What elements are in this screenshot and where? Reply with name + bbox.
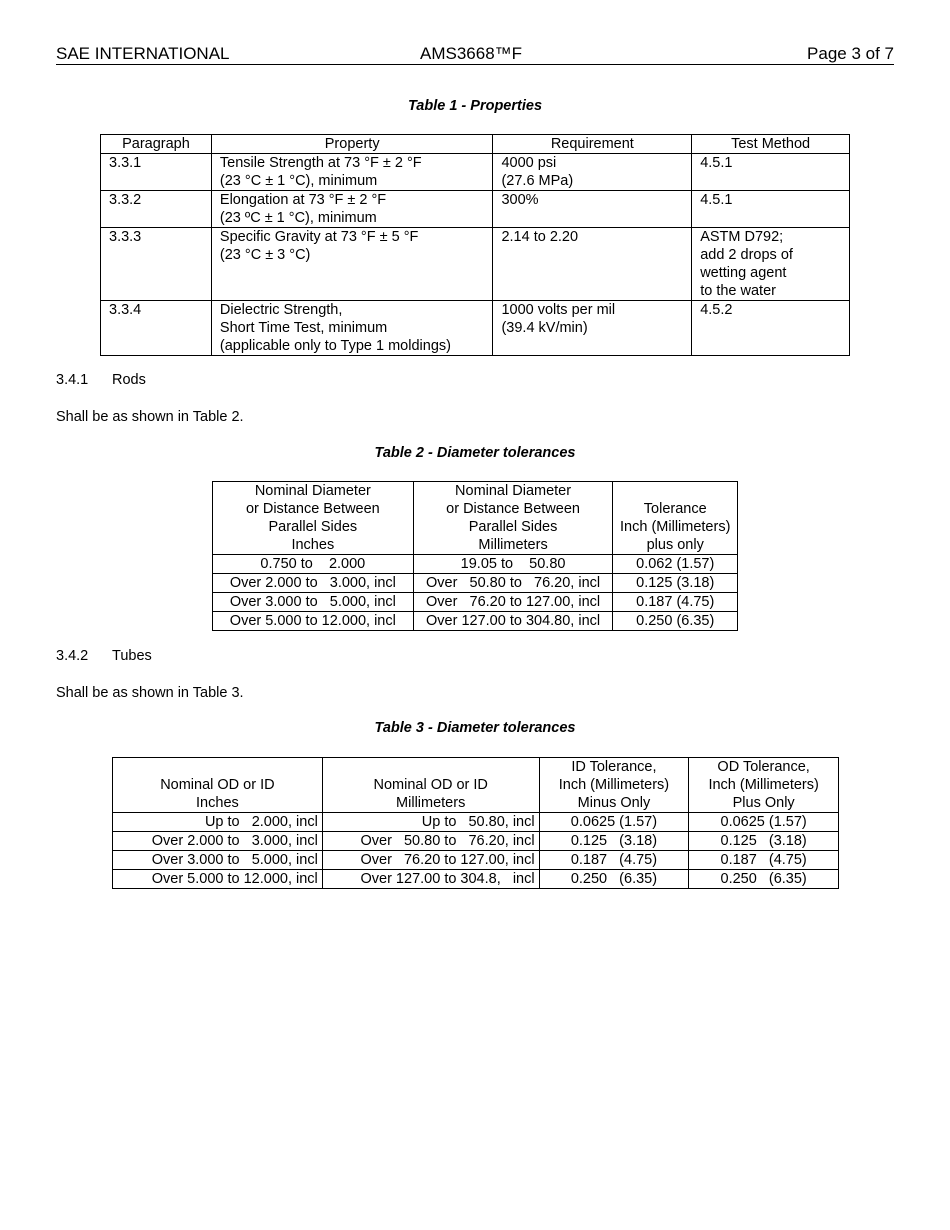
table-header-row: [101, 135, 850, 154]
table2-caption: Table 2 - Diameter tolerances: [374, 445, 576, 461]
cell-inches: Over 2.000 to 3.000, incl: [213, 574, 414, 593]
cell-property: Specific Gravity at 73 °F ± 5 °F (23 °C ± 3 °C): [211, 228, 493, 301]
cell-millimeters: Over 50.80 to 76.20, incl: [413, 574, 613, 593]
cell-test-method: ASTM D792; add 2 drops of wetting agent to the water: [692, 228, 850, 301]
table-row: [101, 301, 850, 356]
table-header-row: [213, 482, 738, 555]
col-header: Nominal OD or ID Millimeters: [322, 758, 539, 813]
table-row: [101, 228, 850, 301]
cell-paragraph: 3.3.4: [101, 301, 212, 356]
col-header: Paragraph: [101, 135, 212, 154]
section-text-tubes: Shall be as shown in Table 3.: [56, 685, 244, 701]
cell-millimeters: Over 127.00 to 304.80, incl: [413, 612, 613, 631]
col-header: Nominal Diameter or Distance Between Parallel Sides Millimeters: [413, 482, 613, 555]
cell-paragraph: 3.3.1: [101, 154, 212, 191]
header-page-number: Page 3 of 7: [807, 44, 894, 63]
cell-millimeters: Over 76.20 to 127.00, incl: [322, 851, 539, 870]
table-row: [213, 593, 738, 612]
section-number: 3.4.2: [56, 648, 89, 664]
cell-id-tolerance: 0.0625 (1.57): [539, 813, 689, 832]
cell-paragraph: 3.3.2: [101, 191, 212, 228]
cell-od-tolerance: 0.187 (4.75): [689, 851, 839, 870]
cell-id-tolerance: 0.187 (4.75): [539, 851, 689, 870]
table-header-row: [113, 758, 839, 813]
cell-inches: Over 2.000 to 3.000, incl: [113, 832, 323, 851]
cell-inches: Over 5.000 to 12.000, incl: [213, 612, 414, 631]
table3-caption: Table 3 - Diameter tolerances: [374, 720, 576, 736]
col-header: Nominal Diameter or Distance Between Parallel Sides Inches: [213, 482, 414, 555]
cell-od-tolerance: 0.125 (3.18): [689, 832, 839, 851]
cell-millimeters: Up to 50.80, incl: [322, 813, 539, 832]
cell-od-tolerance: 0.0625 (1.57): [689, 813, 839, 832]
cell-requirement: 300%: [493, 191, 692, 228]
cell-requirement: 1000 volts per mil (39.4 kV/min): [493, 301, 692, 356]
section-text-rods: Shall be as shown in Table 2.: [56, 409, 244, 425]
col-header: Test Method: [692, 135, 850, 154]
cell-paragraph: 3.3.3: [101, 228, 212, 301]
cell-inches: Over 5.000 to 12.000, incl: [113, 870, 323, 889]
page-header: [56, 44, 894, 65]
cell-test-method: 4.5.1: [692, 154, 850, 191]
table-row: [213, 612, 738, 631]
col-header: OD Tolerance, Inch (Millimeters) Plus Only: [689, 758, 839, 813]
cell-inches: 0.750 to 2.000: [213, 555, 414, 574]
cell-inches: Over 3.000 to 5.000, incl: [213, 593, 414, 612]
cell-millimeters: Over 76.20 to 127.00, incl: [413, 593, 613, 612]
section-title: Rods: [112, 372, 146, 388]
table-row: [101, 154, 850, 191]
section-number: 3.4.1: [56, 372, 89, 388]
cell-tolerance: 0.062 (1.57): [613, 555, 738, 574]
cell-od-tolerance: 0.250 (6.35): [689, 870, 839, 889]
table-row: [113, 851, 839, 870]
cell-millimeters: 19.05 to 50.80: [413, 555, 613, 574]
col-header: Tolerance Inch (Millimeters) plus only: [613, 482, 738, 555]
table-row: [113, 870, 839, 889]
section-title: Tubes: [112, 648, 152, 664]
cell-id-tolerance: 0.250 (6.35): [539, 870, 689, 889]
col-header: ID Tolerance, Inch (Millimeters) Minus Only: [539, 758, 689, 813]
header-org: SAE INTERNATIONAL: [56, 44, 230, 63]
cell-requirement: 4000 psi (27.6 MPa): [493, 154, 692, 191]
col-header: Nominal OD or ID Inches: [113, 758, 323, 813]
cell-property: Elongation at 73 °F ± 2 °F (23 ºC ± 1 °C), minimum: [211, 191, 493, 228]
col-header: Requirement: [493, 135, 692, 154]
header-doc-id: AMS3668™F: [420, 44, 523, 63]
section-heading-rods: [56, 372, 146, 388]
table-row: [213, 555, 738, 574]
cell-tolerance: 0.125 (3.18): [613, 574, 738, 593]
cell-millimeters: Over 50.80 to 76.20, incl: [322, 832, 539, 851]
table-row: [113, 813, 839, 832]
cell-test-method: 4.5.2: [692, 301, 850, 356]
tube-tolerance-table: [112, 757, 839, 889]
cell-tolerance: 0.250 (6.35): [613, 612, 738, 631]
table1-caption: Table 1 - Properties: [407, 98, 543, 114]
cell-requirement: 2.14 to 2.20: [493, 228, 692, 301]
cell-inches: Up to 2.000, incl: [113, 813, 323, 832]
col-header: Property: [211, 135, 493, 154]
rod-tolerance-table: [212, 481, 738, 631]
cell-millimeters: Over 127.00 to 304.8, incl: [322, 870, 539, 889]
cell-test-method: 4.5.1: [692, 191, 850, 228]
table-row: [101, 191, 850, 228]
section-heading-tubes: [56, 648, 152, 664]
cell-property: Dielectric Strength, Short Time Test, minimum (applicable only to Type 1 moldings): [211, 301, 493, 356]
cell-id-tolerance: 0.125 (3.18): [539, 832, 689, 851]
cell-inches: Over 3.000 to 5.000, incl: [113, 851, 323, 870]
properties-table: [100, 134, 850, 356]
table-row: [213, 574, 738, 593]
cell-property: Tensile Strength at 73 °F ± 2 °F (23 °C ± 1 °C), minimum: [211, 154, 493, 191]
table-row: [113, 832, 839, 851]
cell-tolerance: 0.187 (4.75): [613, 593, 738, 612]
